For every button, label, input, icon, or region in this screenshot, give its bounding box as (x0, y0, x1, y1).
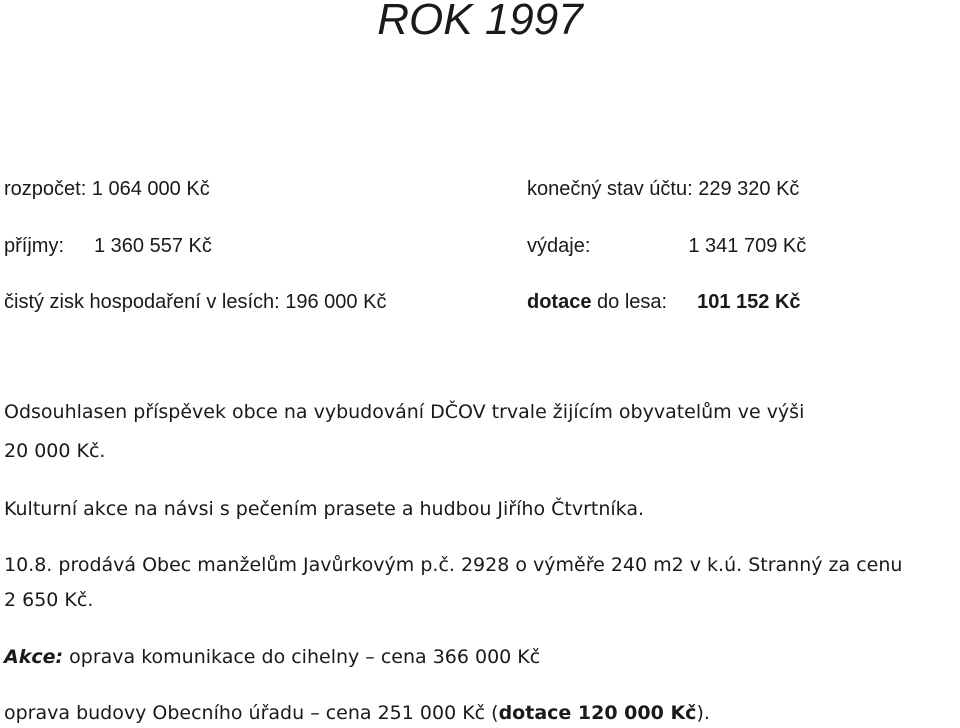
office-repair-prefix: oprava budovy Obecního úřadu – cena 251 000 Kč ( (4, 702, 499, 724)
forest-profit-value: 196 000 Kč (285, 291, 387, 313)
paragraph-contribution-end (4, 436, 956, 466)
final-balance-label: konečný stav účtu: (527, 178, 693, 200)
forest-profit-row (4, 289, 386, 315)
forest-subsidy-label-bold: dotace (527, 291, 592, 313)
page-title: ROK 1997 (377, 0, 583, 44)
forest-profit-label: čistý zisk hospodaření v lesích: (4, 291, 280, 313)
expense-row (527, 233, 806, 259)
paragraph-sale-line2: 2 650 Kč. (4, 589, 94, 611)
expense-label: výdaje: (527, 235, 591, 257)
paragraph-sale-line1: 10.8. prodává Obec manželům Javůrkovým p.č. 2928 o výměře 240 m2 v k.ú. Stranný za cenu (4, 554, 903, 576)
paragraph-contribution-line1: Odsouhlasen příspěvek obce na vybudování DČOV trvale žijícím obyvatelům ve výši (4, 401, 805, 423)
forest-subsidy-row (527, 289, 801, 315)
income-row (4, 233, 212, 259)
forest-subsidy-label: do lesa: (597, 291, 668, 313)
final-balance-row (527, 176, 799, 202)
expense-value: 1 341 709 Kč (688, 235, 807, 257)
office-repair-subsidy: dotace 120 000 Kč (498, 702, 697, 724)
paragraph-cultural-event-text: Kulturní akce na návsi s pečením prasete a hudbou Jiřího Čtvrtníka. (4, 498, 644, 520)
paragraph-office-repair (4, 698, 956, 728)
paragraph-sale (4, 550, 956, 580)
income-label: příjmy: (4, 235, 64, 257)
budget-label: rozpočet: (4, 178, 87, 200)
budget-value: 1 064 000 Kč (91, 178, 210, 200)
paragraph-contribution (4, 397, 956, 427)
paragraph-sale-end (4, 585, 956, 615)
budget-row (4, 176, 210, 202)
paragraph-contribution-line2: 20 000 Kč. (4, 440, 106, 462)
actions-label: Akce: (4, 646, 64, 668)
office-repair-suffix: ). (696, 702, 710, 724)
paragraph-cultural-event (4, 494, 956, 524)
actions-text: oprava komunikace do cihelny – cena 366 000 Kč (69, 646, 541, 668)
paragraph-actions (4, 642, 956, 672)
income-value: 1 360 557 Kč (94, 235, 212, 257)
final-balance-value: 229 320 Kč (698, 178, 800, 200)
forest-subsidy-value: 101 152 Kč (697, 291, 801, 313)
